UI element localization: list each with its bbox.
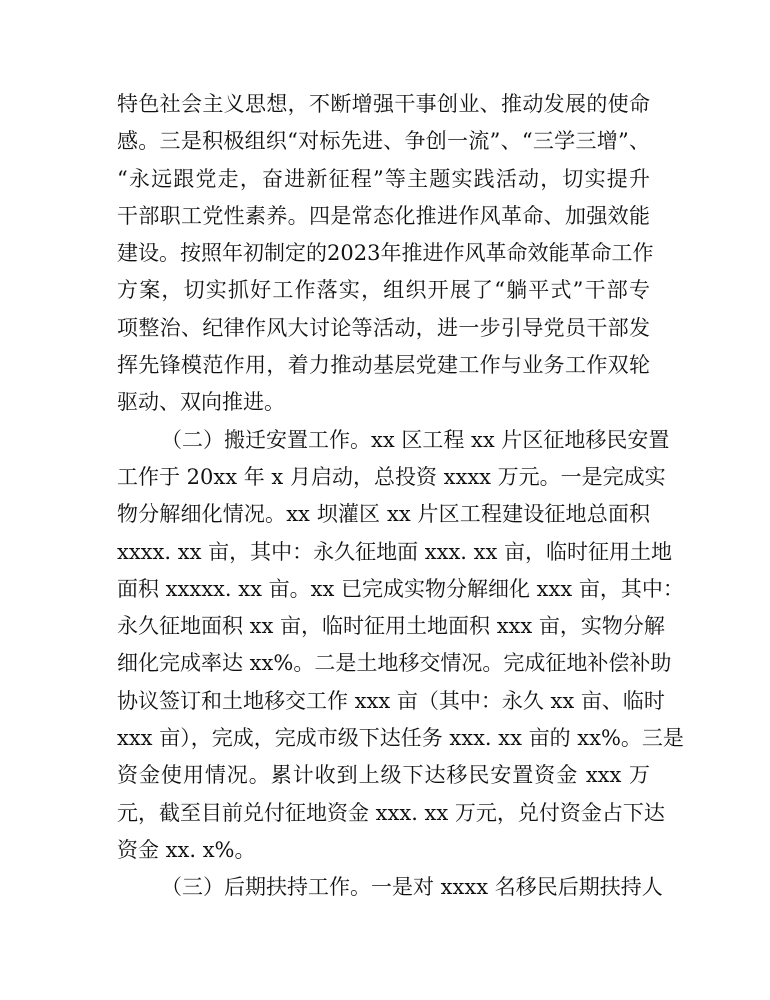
text-line: 元，截至目前兑付征地资金 xxx. xx 万元，兑付资金占下达 [117, 800, 665, 825]
text-line: 工作于 20xx 年 x 月启动，总投资 xxxx 万元。一是完成实 [117, 464, 666, 489]
text-line: （三）后期扶持工作。一是对 xxxx 名移民后期扶持人 [161, 875, 663, 900]
text-line: xxx 亩），完成，完成市级下达任务 xxx. xx 亩的 xx%。三是 [117, 726, 684, 751]
text-line: 协议签订和土地移交工作 xxx 亩（其中：永久 xx 亩、临时 [117, 688, 665, 713]
paragraph [117, 869, 663, 906]
text-line: 干部职工党性素养。四是常态化推进作风革命、加强效能 [117, 203, 650, 228]
text-line: “永远跟党走，奋进新征程”等主题实践活动，切实提升 [117, 166, 650, 191]
text-line: 挥先锋模范作用，着力推动基层党建工作与业务工作双轮 [117, 353, 650, 378]
text-line: 建设。按照年初制定的2023年推进作风革命效能革命工作 [117, 241, 654, 266]
text-line: 项整治、纪律作风大讨论等活动，进一步引导党员干部发 [117, 315, 650, 340]
text-line: 细化完成率达 xx%。二是土地移交情况。完成征地补偿补助 [117, 651, 672, 676]
text-line: 资金使用情况。累计收到上级下达移民安置资金 xxx 万 [117, 763, 650, 788]
text-line: 特色社会主义思想，不断增强干事创业、推动发展的使命 [117, 92, 650, 116]
paragraph [117, 422, 684, 870]
text-line: （二）搬迁安置工作。xx 区工程 xx 片区征地移民安置 [161, 427, 670, 452]
text-line: 驱动、双向推进。 [117, 390, 285, 415]
paragraph [117, 86, 654, 422]
document-body [117, 86, 684, 907]
text-line: 物分解细化情况。xx 坝灌区 xx 片区工程建设征地总面积 [117, 502, 650, 527]
text-line: 资金 xx. x%。 [117, 837, 256, 862]
text-line: 感。三是积极组织“对标先进、争创一流”、“三学三增”、 [117, 129, 650, 154]
text-line: 永久征地面积 xx 亩，临时征用土地面积 xxx 亩，实物分解 [117, 614, 665, 639]
text-line: 方案，切实抓好工作落实，组织开展了“躺平式”干部专 [117, 278, 650, 303]
text-line: xxxx. xx 亩，其中：永久征地面 xxx. xx 亩，临时征用土地 [117, 539, 673, 564]
text-line: 面积 xxxxx. xx 亩。xx 已完成实物分解细化 xxx 亩，其中： [117, 576, 684, 601]
